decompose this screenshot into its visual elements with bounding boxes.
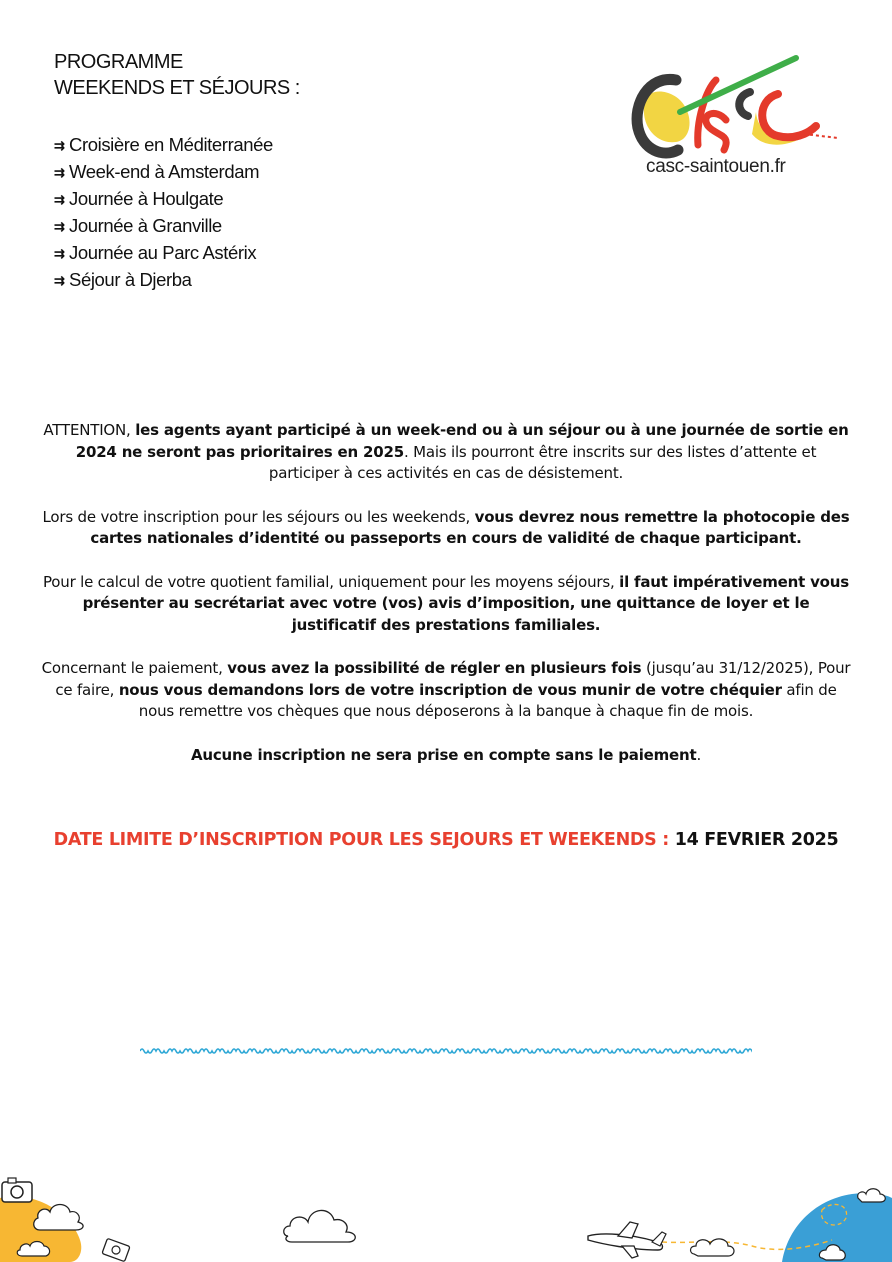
deadline-label: DATE LIMITE D’INSCRIPTION POUR LES SEJOURS ET WEEKENDS : [53, 830, 675, 850]
double-arrow-icon: ⇉ [54, 273, 65, 288]
heading-line-1: PROGRAMME [54, 51, 183, 73]
list-item: ⇉ Journée à Granville [54, 212, 273, 239]
wave-divider [140, 1044, 752, 1058]
airplane-icon [588, 1222, 666, 1258]
heading-line-2: WEEKENDS ET SÉJOURS : [54, 77, 300, 99]
quotient-paragraph: Pour le calcul de votre quotient familial, uniquement pour les moyens séjours, il faut impérativement vous présenter au secrétariat avec votre (vos) avis d’imposition, une quittance de loyer et le justificatif des prestations familiales. [42, 572, 849, 634]
list-item: ⇉ Journée au Parc Astérix [54, 239, 273, 266]
camera-icon [102, 1238, 130, 1261]
list-item: ⇉ Week-end à Amsterdam [54, 158, 273, 185]
payment-paragraph: Concernant le paiement, vous avez la possibilité de régler en plusieurs fois (jusqu’au 31/12/2025), Pour ce faire, nous vous demandons lors de votre inscription de vous munir de votre chéquier afin de nous remettre vos chèques que nous déposerons à la banque à chaque fin de mois. [41, 659, 851, 720]
camera-icon [2, 1178, 32, 1202]
cloud-icon [858, 1189, 886, 1202]
logo-website: casc-saintouen.fr [646, 156, 786, 177]
bottom-right-decoration [582, 1180, 892, 1262]
program-list [54, 131, 273, 293]
double-arrow-icon: ⇉ [54, 246, 65, 261]
double-arrow-icon: ⇉ [54, 165, 65, 180]
list-item: ⇉ Croisière en Méditerranée [54, 131, 273, 158]
attention-paragraph: ATTENTION, les agents ayant participé à un week-end ou à un séjour ou à une journée de sortie en 2024 ne seront pas prioritaires en 2025. Mais ils pourront être inscrits sur des listes d’attente et participer à ces activités en cas de désistement. [43, 421, 849, 482]
deadline-date: 14 FEVRIER 2025 [674, 830, 839, 850]
double-arrow-icon: ⇉ [54, 219, 65, 234]
bottom-left-decoration [0, 1170, 150, 1262]
list-item: ⇉ Séjour à Djerba [54, 266, 273, 293]
no-payment-paragraph: Aucune inscription ne sera prise en compte sans le paiement. [190, 745, 702, 764]
documents-paragraph: Lors de votre inscription pour les séjours ou les weekends, vous devrez nous remettre la photocopie des cartes nationales d’identité ou passeports en cours de validité de chaque participant. [42, 507, 850, 547]
cloud-icon [278, 1200, 362, 1248]
list-item: ⇉ Journée à Houlgate [54, 185, 273, 212]
information-text [40, 420, 852, 788]
double-arrow-icon: ⇉ [54, 192, 65, 207]
double-arrow-icon: ⇉ [54, 138, 65, 153]
page-heading [54, 49, 300, 101]
deadline-line [0, 830, 892, 850]
